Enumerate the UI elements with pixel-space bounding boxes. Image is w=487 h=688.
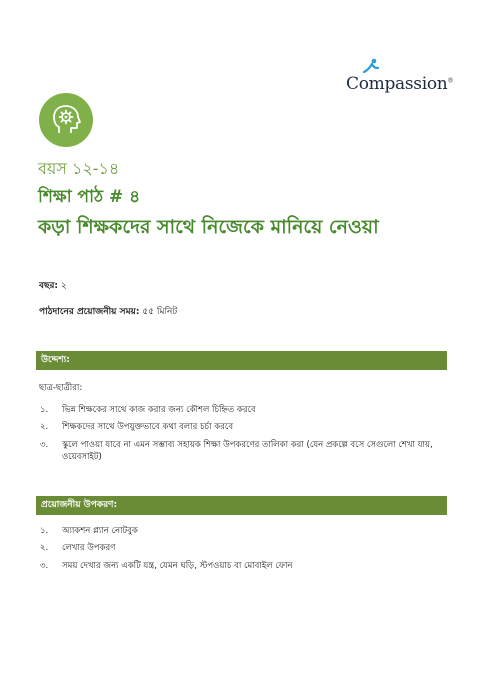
item-number: ১. bbox=[40, 405, 49, 415]
duration-line bbox=[39, 304, 177, 319]
materials-heading: প্রয়োজনীয় উপকরণ: bbox=[36, 496, 447, 515]
item-number: ৩. bbox=[40, 560, 49, 571]
item-text: সময় দেখার জন্য একটি যন্ত্র, যেমন ঘড়ি, স্টপওয়াচ বা মোবাইল ফোন bbox=[62, 560, 293, 571]
item-number: ২. bbox=[40, 543, 49, 554]
head-gear-icon bbox=[39, 93, 93, 147]
list-item bbox=[40, 404, 452, 416]
list-item bbox=[40, 439, 452, 464]
objectives-intro: ছাত্র-ছাত্রীরা: bbox=[39, 383, 83, 393]
lesson-number: শিক্ষা পাঠ # ৪ bbox=[38, 187, 141, 207]
list-item bbox=[40, 525, 452, 537]
duration-value: ৫৫ মিনিট bbox=[139, 307, 178, 317]
list-item bbox=[40, 421, 452, 433]
item-number: ৩. bbox=[40, 439, 49, 450]
year-label: বছর: bbox=[39, 281, 59, 291]
objectives-heading: উদ্দেশ্য: bbox=[36, 351, 447, 370]
objectives-list bbox=[40, 404, 452, 468]
item-number: ১. bbox=[40, 526, 49, 536]
item-number: ২. bbox=[40, 422, 49, 433]
age-range: বয়স ১২-১৪ bbox=[38, 159, 120, 178]
year-value: ২ bbox=[58, 281, 67, 291]
list-item bbox=[40, 560, 452, 572]
logo-registered-mark: ® bbox=[447, 77, 454, 85]
item-text: শিক্ষকদের সাথে উপযুক্তভাবে কথা বলার চর্চা করবে bbox=[62, 422, 234, 433]
item-text: ভিন্ন শিক্ষকের সাথে কাজ করার জন্য কৌশল চিহ্নিত করবে bbox=[62, 405, 256, 415]
item-text: অ্যাকশন প্ল্যান নোটবুক bbox=[62, 526, 138, 536]
logo-name: Compassion bbox=[346, 74, 448, 94]
materials-list bbox=[40, 525, 452, 577]
item-text: লেখার উপকরণ bbox=[62, 543, 116, 554]
page-title: কড়া শিক্ষকদের সাথে নিজেকে মানিয়ে নেওয়া bbox=[38, 216, 379, 238]
list-item bbox=[40, 542, 452, 554]
item-text: স্কুলে পাওয়া যাবে না এমন সম্ভাব্য সহায়ক শিক্ষা উপকরণের তালিকা করা (যেন প্রকল্পে বসে সেগুলো শেখা যায়, ওয়েবসাইট) bbox=[62, 439, 433, 462]
compassion-logo bbox=[346, 58, 454, 98]
duration-label: পাঠদানের প্রয়োজনীয় সময়: bbox=[39, 307, 140, 317]
year-line bbox=[39, 278, 67, 293]
